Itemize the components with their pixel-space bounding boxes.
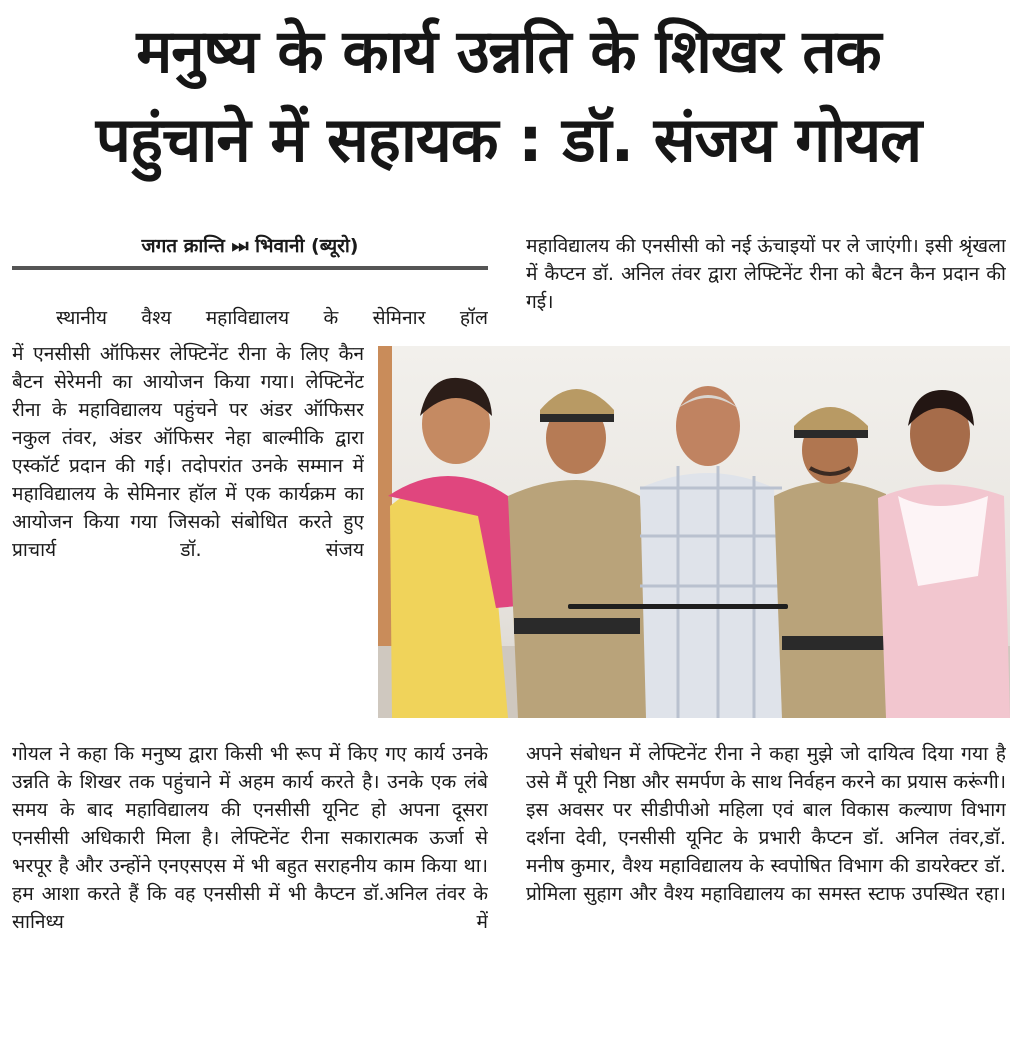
byline: जगत क्रान्ति ⏭ भिवानी (ब्यूरो) [141,235,359,257]
photo-illustration [378,346,1010,718]
byline-rule [12,266,488,270]
news-photo [378,346,1010,718]
headline-line-1: मनुष्य के कार्य उन्नति के शिखर तक [136,17,881,87]
article-column-right-top: महाविद्यालय की एनसीसी को नई ऊंचाइयों पर ले जाएंगी। इसी श्रृंखला में कैप्टन डॉ. अनिल तंवर द्वारा लेफ्टिनेंट रीना को बैटन कैन प्रदान की गई। [526,234,1006,313]
person-woman-yellow [388,378,518,718]
headline [0,8,1017,184]
article-column-left-bottom: गोयल ने कहा कि मनुष्य द्वारा किसी भी रूप में किए गए कार्य उनके उन्नति के शिखर तक पहुंचाने में अहम कार्य करते है। उनके एक लंबे समय के बाद महाविद्यालय की एनसीसी यूनिट हो अपना दूसरा एनसीसी अधिकारी मिला है। लेफ्टिनेंट रीना सकारात्मक ऊर्जा से भरपूर है और उन्होंने एनएसएस में भी बहुत सराहनीय काम किया था।हम आशा करते हैं कि वह एनसीसी में भी कैप्टन डॉ.अनिल तंवर के सानिध्य में [12,742,488,933]
person-woman-pink [878,390,1010,718]
person-officer-woman [508,389,648,718]
article-first-line: स्थानीय वैश्य महाविद्यालय के सेमिनार हॉल [56,306,488,329]
person-officer-man [774,407,890,718]
person-man-check-shirt [640,386,782,718]
headline-line-2: पहुंचाने में सहायक : डॉ. संजय गोयल [95,103,922,176]
article-column-left-narrow: में एनसीसी ऑफिसर लेफ्टिनेंट रीना के लिए कैन बैटन सेरेमनी का आयोजन किया गया। लेफ्टिनेंट रीना के महाविद्यालय पहुंचने पर अंडर ऑफिसर नकुल तंवर, अंडर ऑफिसर नेहा बाल्मीकि द्वारा एस्कॉर्ट प्रदान की गई। तदोपरांत उनके सम्मान में महाविद्यालय के सेमिनार हॉल में एक कार्यक्रम का आयोजन किया गया जिसको संबोधित करते हुए प्राचार्य डॉ. संजय [12,342,364,561]
baton-cane [568,604,788,609]
article-column-right-bottom: अपने संबोधन में लेफ्टिनेंट रीना ने कहा मुझे जो दायित्व दिया गया है उसे मैं पूरी निष्ठा और समर्पण के साथ निर्वहन करने का प्रयास करूंगी। इस अवसर पर सीडीपीओ महिला एवं बाल विकास कल्याण विभाग दर्शना देवी, एनसीसी यूनिट के प्रभारी कैप्टन डॉ. अनिल तंवर,डॉ. मनीष कुमार, वैश्य महाविद्यालय के स्वपोषित विभाग की डायरेक्टर डॉ. प्रोमिला सुहाग और वैश्य महाविद्यालय का समस्त स्टाफ उपस्थित रहा। [526,742,1006,905]
